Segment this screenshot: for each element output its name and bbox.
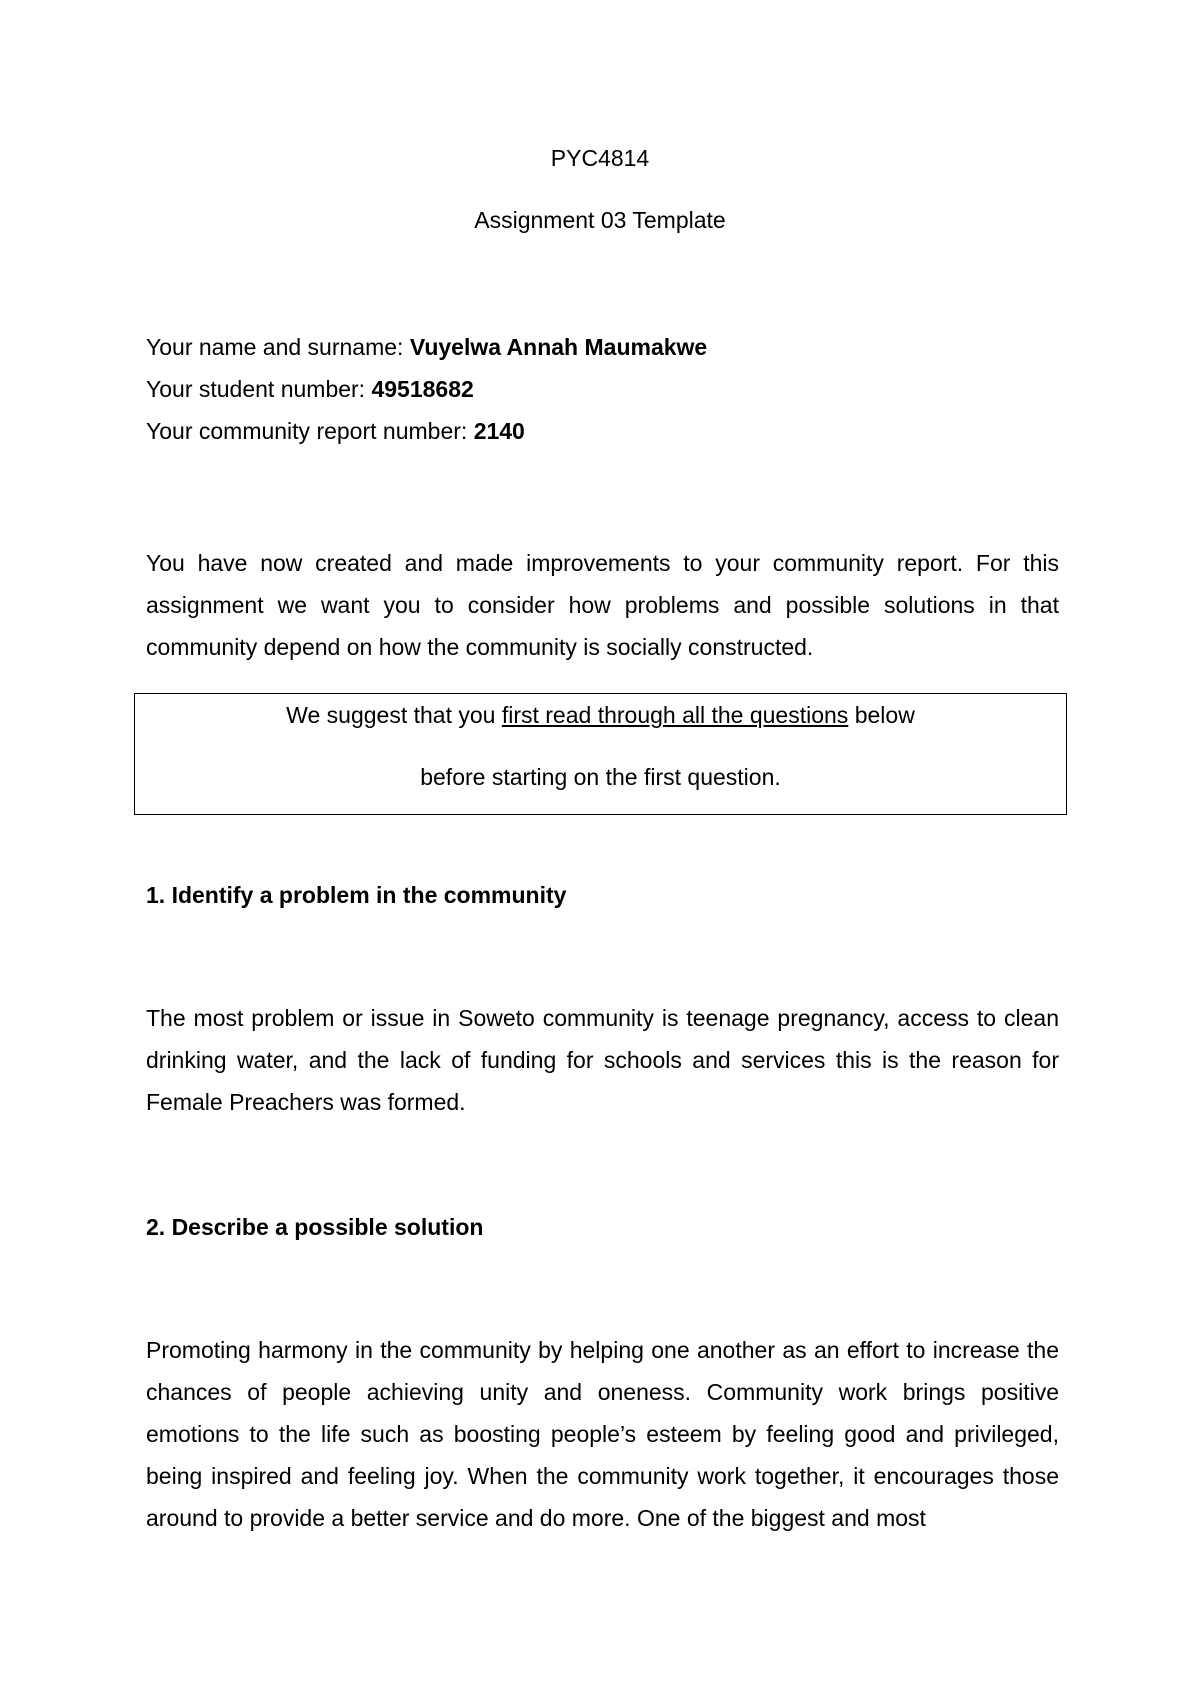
student-number-value: 49518682	[371, 376, 474, 402]
student-number-label: Your student number:	[146, 376, 366, 402]
report-number-label: Your community report number:	[146, 418, 468, 444]
section-1-text: The most problem or issue in Soweto community is teenage pregnancy, access to clean drinking water, and the lack of funding for schools and services this is the reason for Female Preachers was formed.	[146, 1005, 1059, 1115]
course-code: PYC4814	[550, 145, 650, 171]
notice-line-1	[135, 694, 1066, 736]
student-name-label: Your name and surname:	[146, 334, 404, 360]
notice-prefix: We suggest that you	[286, 702, 496, 728]
section-2-heading: 2. Describe a possible solution	[146, 1214, 484, 1240]
intro-paragraph	[146, 542, 1059, 668]
section-1-body	[146, 997, 1059, 1123]
student-name-value: Vuyelwa Annah Maumakwe	[409, 334, 708, 360]
section-2-body	[146, 1329, 1059, 1539]
document-title: Assignment 03 Template	[474, 207, 726, 233]
report-number-value: 2140	[473, 418, 525, 444]
student-name-line	[146, 326, 707, 368]
section-1-heading: 1. Identify a problem in the community	[146, 882, 567, 908]
intro-text: You have now created and made improvements to your community report. For this assignment we want you to consider how problems and possible solutions in that community depend on how the community is socially constructed.	[146, 550, 1059, 660]
notice-box	[134, 693, 1067, 815]
student-number-line	[146, 368, 474, 410]
report-number-line	[146, 410, 525, 452]
notice-underlined-text: first read through all the questions	[501, 702, 849, 728]
section-2-text: Promoting harmony in the community by helping one another as an effort to increase the chances of people achieving unity and oneness. Community work brings positive emotions to the life such as boosting people’s esteem by feeling good and privileged, being inspired and feeling joy. When the community work together, it encourages those around to provide a better service and do more. One of the biggest and most	[146, 1337, 1059, 1531]
notice-suffix: below	[854, 702, 915, 728]
notice-line-2: before starting on the first question.	[420, 764, 781, 790]
